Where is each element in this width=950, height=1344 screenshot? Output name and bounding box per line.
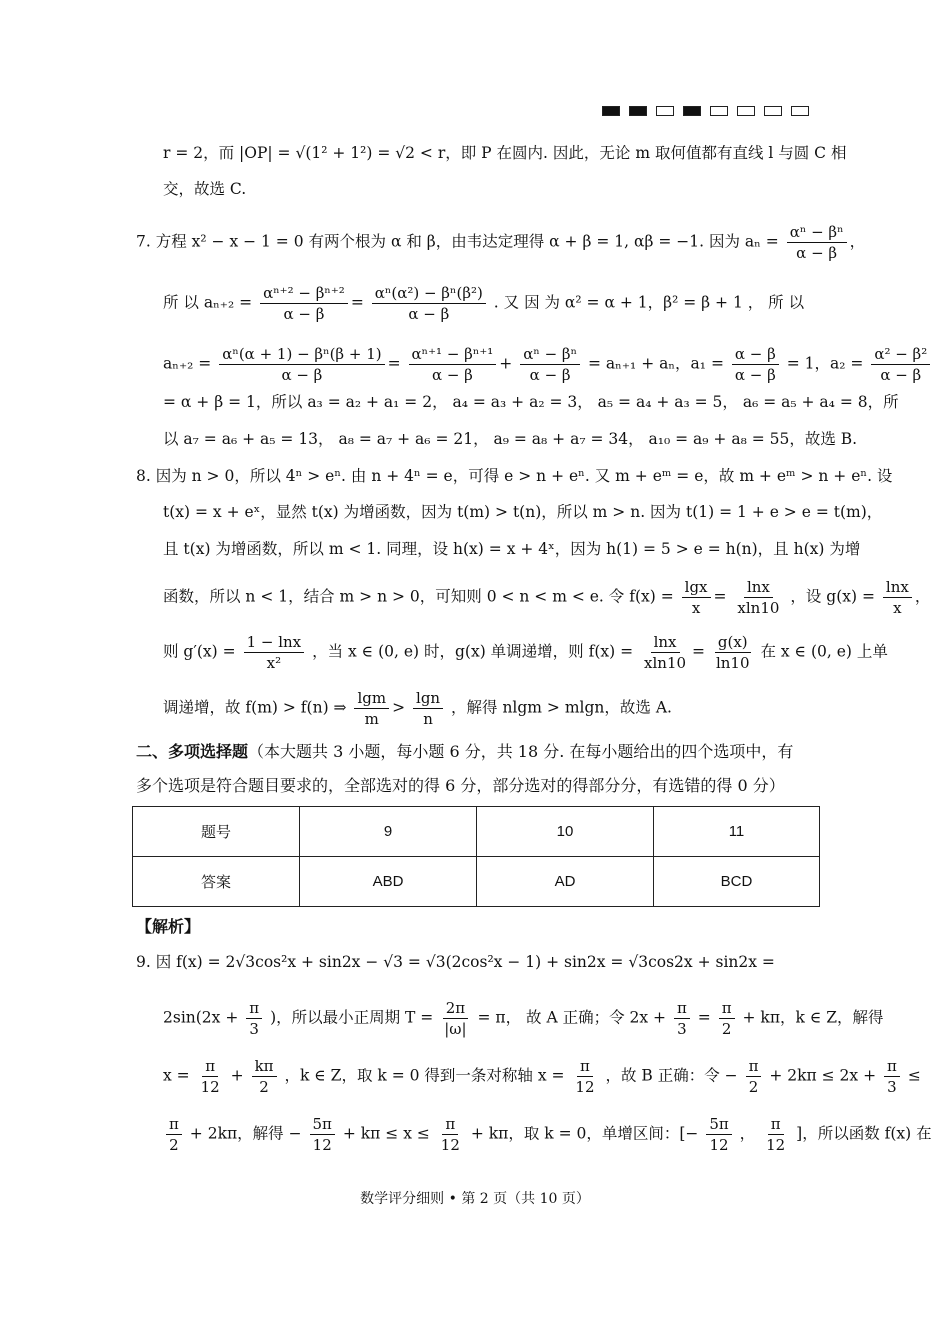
solution-line: 8. 因为 n > 0，所以 4ⁿ > eⁿ. 由 n + 4ⁿ = e，可得 e > n + eⁿ. 又 m + eᵐ = e，故 m + eᵐ > n + eⁿ. 设 — [136, 467, 893, 485]
fraction: $\frac{5\pi}{12}$ — [310, 1114, 335, 1155]
page-indicator — [602, 106, 809, 116]
fraction: $\frac{\alpha - \beta}{\alpha - \beta}$ — [732, 344, 779, 385]
table-cell: ABD — [300, 857, 477, 907]
analysis-heading: 【解析】 — [136, 917, 201, 936]
fraction: $\frac{k\pi}{2}$ — [252, 1056, 277, 1097]
section-desc: （本大题共 3 小题，每小题 6 分，共 18 分. 在每小题给出的四个选项中，有 — [248, 742, 794, 761]
fraction: $\frac{\pi}{3}$ — [246, 998, 262, 1039]
fraction: $\frac{\text{αⁿ⁺¹ − βⁿ⁺¹}}{\alpha - \beta}$ — [409, 344, 497, 385]
fraction: $\frac{\ln x}{xln10}$ — [644, 633, 687, 672]
table-row — [133, 807, 820, 857]
solution-line: $\frac{\pi}{2}$ + 2kπ，解得 − $\frac{5\pi}{12}$ + kπ ≤ x ≤ $\frac{\pi}{12}$ + kπ，取 k = 0，单增区间：[− $\frac{5\pi}{12}$ ， $\frac{\pi}{12}$ ]，所以函数 f(x) 在 — [163, 1114, 932, 1155]
solution-line: 则 g′(x) = $\frac{1 - \ln x}{\text{x²}}$ ，当 x ∈ (0, e) 时，g(x) 单调递增，则 f(x) = $\frac{\ln x}{xln10}$ = $\frac{g(x)}{\ln 10}$ 在 x ∈ (0, e) 上单 — [163, 633, 888, 672]
fraction: $\frac{1 - \ln x}{\text{x²}}$ — [244, 632, 305, 673]
indicator-square — [791, 106, 809, 116]
fraction: $\frac{\pi}{12}$ — [575, 1057, 595, 1096]
table-cell: AD — [477, 857, 654, 907]
q7-text: 7. 方程 x² − x − 1 = 0 有两个根为 α 和 β，由韦达定理得 α + β = 1, αβ = −1. 因为 aₙ = — [136, 232, 779, 251]
solution-line: = α + β = 1，所以 a₃ = a₂ + a₁ = 2， a₄ = a₃ + a₂ = 3， a₅ = a₄ + a₃ = 5， a₆ = a₅ + a₄ = 8，所 — [163, 393, 899, 411]
solution-line: 调递增，故 f(m) > f(n) ⇒ $\frac{\lg m}{m}$ > $\frac{\lg n}{n}$ ，解得 nlgm > mlgn，故选 A. — [163, 689, 672, 728]
fraction: $\frac{\text{αⁿ − βⁿ}}{\alpha - \beta}$ — [787, 222, 847, 263]
solution-line: t(x) = x + eˣ，显然 t(x) 为增函数，因为 t(m) > t(n)，所以 m > n. 因为 t(1) = 1 + e > e = t(m)， — [163, 503, 883, 521]
solution-line: 7. 方程 x² − x − 1 = 0 有两个根为 α 和 β，由韦达定理得 α + β = 1, αβ = −1. 因为 aₙ = $\frac{\text{αⁿ − βⁿ}}{\alpha - \beta}$ ， — [136, 223, 866, 262]
fraction: $\frac{\lg m}{m}$ — [354, 688, 389, 729]
indicator-square — [602, 106, 620, 116]
solution-line: 2sin(2x + $\frac{\pi}{3}$ )，所以最小正周期 T = $\frac{2\pi}{|\omega|}$ = π， 故 A 正确；令 2x + $\frac{\pi}{3}$ = $\frac{\pi}{2}$ + kπ，k ∈ Z，解得 — [163, 999, 884, 1038]
answer-table — [132, 806, 820, 907]
indicator-square — [764, 106, 782, 116]
fraction: $\frac{\ln x}{xln10}$ — [737, 578, 780, 617]
section-title: 二、多项选择题 — [136, 742, 249, 761]
solution-line: 且 t(x) 为增函数，所以 m < 1. 同理，设 h(x) = x + 4ˣ，因为 h(1) = 5 > e = h(n)，且 h(x) 为增 — [163, 540, 861, 558]
fraction: $\frac{\lg x}{x}$ — [682, 577, 711, 618]
fraction: $\frac{\text{αⁿ − βⁿ}}{\alpha - \beta}$ — [520, 344, 580, 385]
solution-line: aₙ₊₂ = $\frac{\text{αⁿ(α + 1) − βⁿ(β + 1)}}{\alpha - \beta}$ = $\frac{\text{αⁿ⁺¹ − βⁿ⁺¹}}{\alpha - \beta}$ + $\frac{\text{αⁿ − βⁿ}}{\alpha - \beta}$ = aₙ₊₁ + aₙ，a₁ = $\frac{\alpha - \beta}{\alpha - \beta}$ = 1，a₂ = $\frac{\text{α² − β²}}{\alpha - \beta}$ — [163, 344, 933, 385]
solution-line: x = $\frac{\pi}{12}$ + $\frac{k\pi}{2}$ ，k ∈ Z，取 k = 0 得到一条对称轴 x = $\frac{\pi}{12}$ ，故 B 正确：令 − $\frac{\pi}{2}$ + 2kπ ≤ 2x + $\frac{\pi}{3}$ ≤ — [163, 1057, 921, 1096]
table-row — [133, 857, 820, 907]
table-cell: 11 — [654, 807, 820, 857]
table-cell: 题号 — [133, 807, 300, 857]
fraction: $\frac{2\pi}{|\omega|}$ — [444, 999, 467, 1038]
fraction: $\frac{\pi}{2}$ — [166, 1114, 182, 1155]
indicator-square — [629, 106, 647, 116]
fraction: $\frac{\text{αⁿ⁺² − βⁿ⁺²}}{\alpha - \beta}$ — [260, 283, 348, 324]
fraction: $\frac{g(x)}{\ln 10}$ — [715, 633, 750, 672]
fraction: $\frac{\pi}{3}$ — [884, 1056, 900, 1097]
table-cell: 10 — [477, 807, 654, 857]
page-footer: 数学评分细则 • 第 2 页（共 10 页） — [360, 1191, 590, 1207]
fraction: $\frac{5\pi}{12}$ — [706, 1114, 731, 1155]
solution-line: 交，故选 C. — [163, 180, 247, 198]
fraction: $\frac{\text{αⁿ(α + 1) − βⁿ(β + 1)}}{\alpha - \beta}$ — [219, 344, 384, 385]
indicator-square — [710, 106, 728, 116]
fraction: $\frac{\text{α² − β²}}{\alpha - \beta}$ — [871, 344, 930, 385]
fraction: $\frac{\lg n}{n}$ — [413, 688, 443, 729]
table-cell: BCD — [654, 857, 820, 907]
solution-line: 以 a₇ = a₆ + a₅ = 13， a₈ = a₇ + a₆ = 21， a₉ = a₈ + a₇ = 34， a₁₀ = a₉ + a₈ = 55，故选 B. — [163, 430, 858, 448]
fraction: $\frac{\pi}{12}$ — [200, 1057, 220, 1096]
section-desc-line: 多个选项是符合题目要求的，全部选对的得 6 分，部分选对的得部分分，有选错的得 0 分） — [136, 776, 785, 795]
fraction: $\frac{\pi}{3}$ — [674, 998, 690, 1039]
indicator-square — [737, 106, 755, 116]
solution-line: 所 以 aₙ₊₂ = $\frac{\text{αⁿ⁺² − βⁿ⁺²}}{\alpha - \beta}$ = $\frac{\text{αⁿ(α²) − βⁿ(β²)}}{\alpha - \beta}$ . 又 因 为 α² = α + 1，β² = β + 1 ， 所 以 — [163, 284, 805, 323]
fraction: $\frac{\pi}{2}$ — [746, 1056, 762, 1097]
solution-line: r = 2，而 |OP| = √(1² + 1²) = √2 < r，即 P 在圆内. 因此，无论 m 取何值都有直线 l 与圆 C 相 — [163, 144, 847, 162]
indicator-square — [656, 106, 674, 116]
fraction: $\frac{\text{αⁿ(α²) − βⁿ(β²)}}{\alpha - \beta}$ — [372, 283, 486, 324]
fraction: $\frac{\ln x}{x}$ — [883, 577, 912, 618]
table-cell: 答案 — [133, 857, 300, 907]
fraction: $\frac{\pi}{12}$ — [766, 1115, 786, 1154]
solution-line: 函数，所以 n < 1，结合 m > n > 0，可知则 0 < n < m < e. 令 f(x) = $\frac{\lg x}{x}$ = $\frac{\ln x}{xln10}$ ，设 g(x) = $\frac{\ln x}{x}$ ， — [163, 578, 931, 617]
indicator-square — [683, 106, 701, 116]
section-heading — [136, 740, 793, 764]
table-cell: 9 — [300, 807, 477, 857]
fraction: $\frac{\pi}{12}$ — [440, 1115, 460, 1154]
solution-line: 9. 因 f(x) = 2√3cos²x + sin2x − √3 = √3(2cos²x − 1) + sin2x = √3cos2x + sin2x = — [136, 953, 775, 971]
fraction: $\frac{\pi}{2}$ — [719, 998, 735, 1039]
